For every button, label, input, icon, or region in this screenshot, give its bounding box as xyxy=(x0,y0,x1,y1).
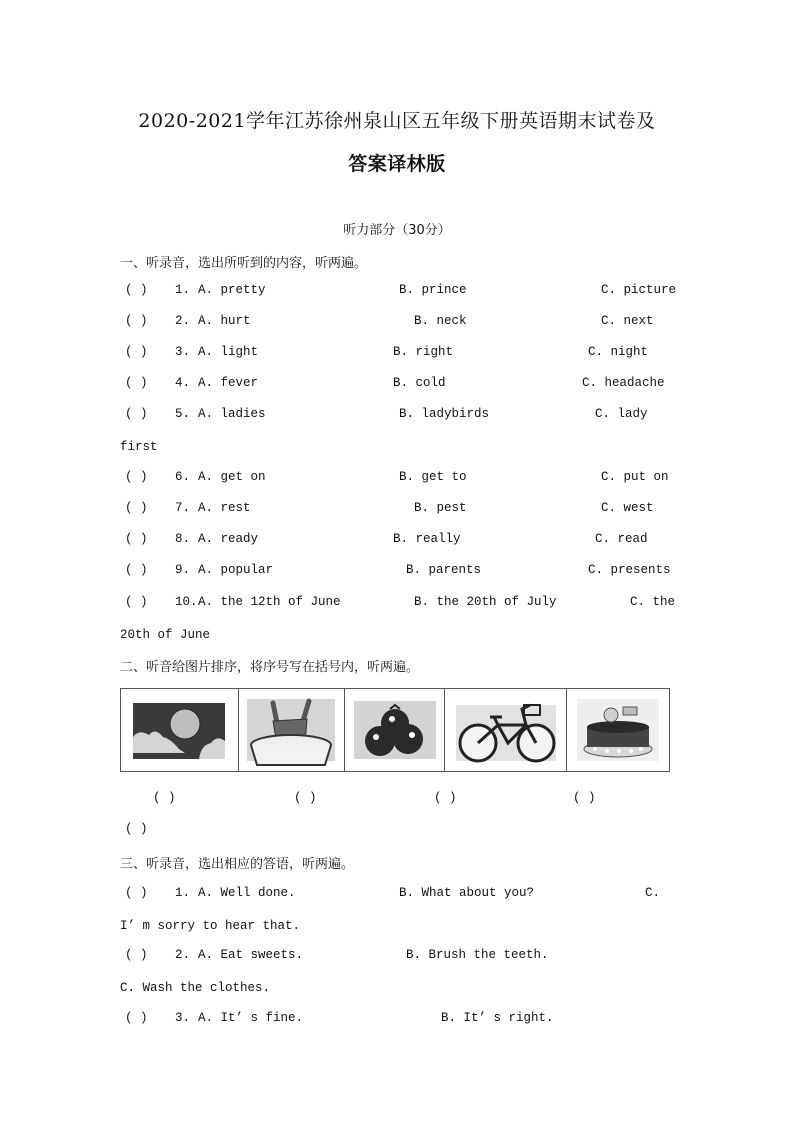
option-c: C. xyxy=(645,886,661,900)
answer-bracket[interactable]: ( ) xyxy=(125,470,148,484)
option-a: A. Well done. xyxy=(198,886,296,900)
question-number: 2. xyxy=(175,948,191,962)
section2-heading: 二、听音给图片排序，将序号写在括号内，听两遍。 xyxy=(120,660,420,675)
option-c: C. next xyxy=(601,314,654,328)
option-a: A. ladies xyxy=(198,407,266,421)
section3-heading: 三、听录音，选出相应的答语，听两遍。 xyxy=(120,857,355,872)
option-b: B. ladybirds xyxy=(399,407,490,421)
option-b: B. pest xyxy=(414,501,467,515)
question-number: 10. xyxy=(175,595,198,609)
answer-bracket[interactable]: ( ) xyxy=(125,1011,148,1025)
picture-5 xyxy=(567,689,669,771)
answer-bracket[interactable]: ( ) xyxy=(125,376,148,390)
option-c: C. picture xyxy=(601,283,677,297)
option-c: C. read xyxy=(595,532,648,546)
answer-bracket[interactable]: ( ) xyxy=(125,314,148,328)
option-a: A. the 12th of June xyxy=(198,595,341,609)
document-title-line2: 答案译林版 xyxy=(348,153,446,175)
question-number: 7. xyxy=(175,501,191,515)
option-c: C. west xyxy=(601,501,654,515)
picture-strip xyxy=(120,688,670,772)
birthday-cake-icon xyxy=(573,695,663,765)
picture-1 xyxy=(121,689,239,771)
question-number: 9. xyxy=(175,563,191,577)
question-number: 1. xyxy=(175,886,191,900)
question-number: 5. xyxy=(175,407,191,421)
picture-1-bracket[interactable]: ( ) xyxy=(153,791,176,805)
answer-bracket[interactable]: ( ) xyxy=(125,283,148,297)
option-b: B. right xyxy=(393,345,454,359)
question-number: 3. xyxy=(175,345,191,359)
option-c: C. presents xyxy=(588,563,671,577)
picture-4-bracket[interactable]: ( ) xyxy=(573,791,596,805)
option-b: B. prince xyxy=(399,283,467,297)
option-b: B. parents xyxy=(406,563,482,577)
question-number: 4. xyxy=(175,376,191,390)
picture-3 xyxy=(345,689,445,771)
picture-3-bracket[interactable]: ( ) xyxy=(434,791,457,805)
option-a: A. hurt xyxy=(198,314,251,328)
option-a: A. fever xyxy=(198,376,259,390)
answer-bracket[interactable]: ( ) xyxy=(125,595,148,609)
moon-night-icon xyxy=(129,697,229,763)
option-a: A. Eat sweets. xyxy=(198,948,304,962)
option-b: B. neck xyxy=(414,314,467,328)
answer-bracket[interactable]: ( ) xyxy=(125,532,148,546)
tomatoes-icon xyxy=(350,697,440,763)
option-a: A. pretty xyxy=(198,283,266,297)
option-a: A. It’ s fine. xyxy=(198,1011,304,1025)
question-number: 2. xyxy=(175,314,191,328)
question-number: 6. xyxy=(175,470,191,484)
bicycle-icon xyxy=(450,695,562,765)
option-c: C. night xyxy=(588,345,649,359)
answer-bracket[interactable]: ( ) xyxy=(125,563,148,577)
option-c-wrap: I’ m sorry to hear that. xyxy=(120,919,301,933)
option-c: C. lady xyxy=(595,407,648,421)
option-a: A. light xyxy=(198,345,259,359)
answer-bracket[interactable]: ( ) xyxy=(125,948,148,962)
answer-bracket[interactable]: ( ) xyxy=(125,886,148,900)
document-title-line1: 2020-2021学年江苏徐州泉山区五年级下册英语期末试卷及 xyxy=(138,110,656,132)
picture-2 xyxy=(239,689,346,771)
option-c: C. put on xyxy=(601,470,669,484)
option-b: B. Brush the teeth. xyxy=(406,948,549,962)
question-number: 1. xyxy=(175,283,191,297)
answer-bracket[interactable]: ( ) xyxy=(125,407,148,421)
option-b: B. cold xyxy=(393,376,446,390)
option-a: A. rest xyxy=(198,501,251,515)
question-number: 3. xyxy=(175,1011,191,1025)
option-b: B. get to xyxy=(399,470,467,484)
question-number: 8. xyxy=(175,532,191,546)
option-c-wrap: first xyxy=(120,440,158,454)
washing-clothes-icon xyxy=(243,693,339,767)
picture-2-bracket[interactable]: ( ) xyxy=(294,791,317,805)
option-c: C. headache xyxy=(582,376,665,390)
option-a: A. ready xyxy=(198,532,259,546)
option-b: B. What about you? xyxy=(399,886,535,900)
section1-heading: 一、听录音，选出所听到的内容，听两遍。 xyxy=(120,256,368,271)
option-c: C. the xyxy=(630,595,676,609)
option-b: B. really xyxy=(393,532,461,546)
option-c-wrap: 20th of June xyxy=(120,628,211,642)
part-heading: 听力部分（30分） xyxy=(343,223,451,238)
option-a: A. get on xyxy=(198,470,266,484)
picture-4 xyxy=(445,689,568,771)
answer-bracket[interactable]: ( ) xyxy=(125,345,148,359)
option-a: A. popular xyxy=(198,563,274,577)
option-b: B. It’ s right. xyxy=(441,1011,554,1025)
option-b: B. the 20th of July xyxy=(414,595,557,609)
option-c-wrap: C. Wash the clothes. xyxy=(120,981,271,995)
picture-5-bracket[interactable]: ( ) xyxy=(125,822,148,836)
answer-bracket[interactable]: ( ) xyxy=(125,501,148,515)
